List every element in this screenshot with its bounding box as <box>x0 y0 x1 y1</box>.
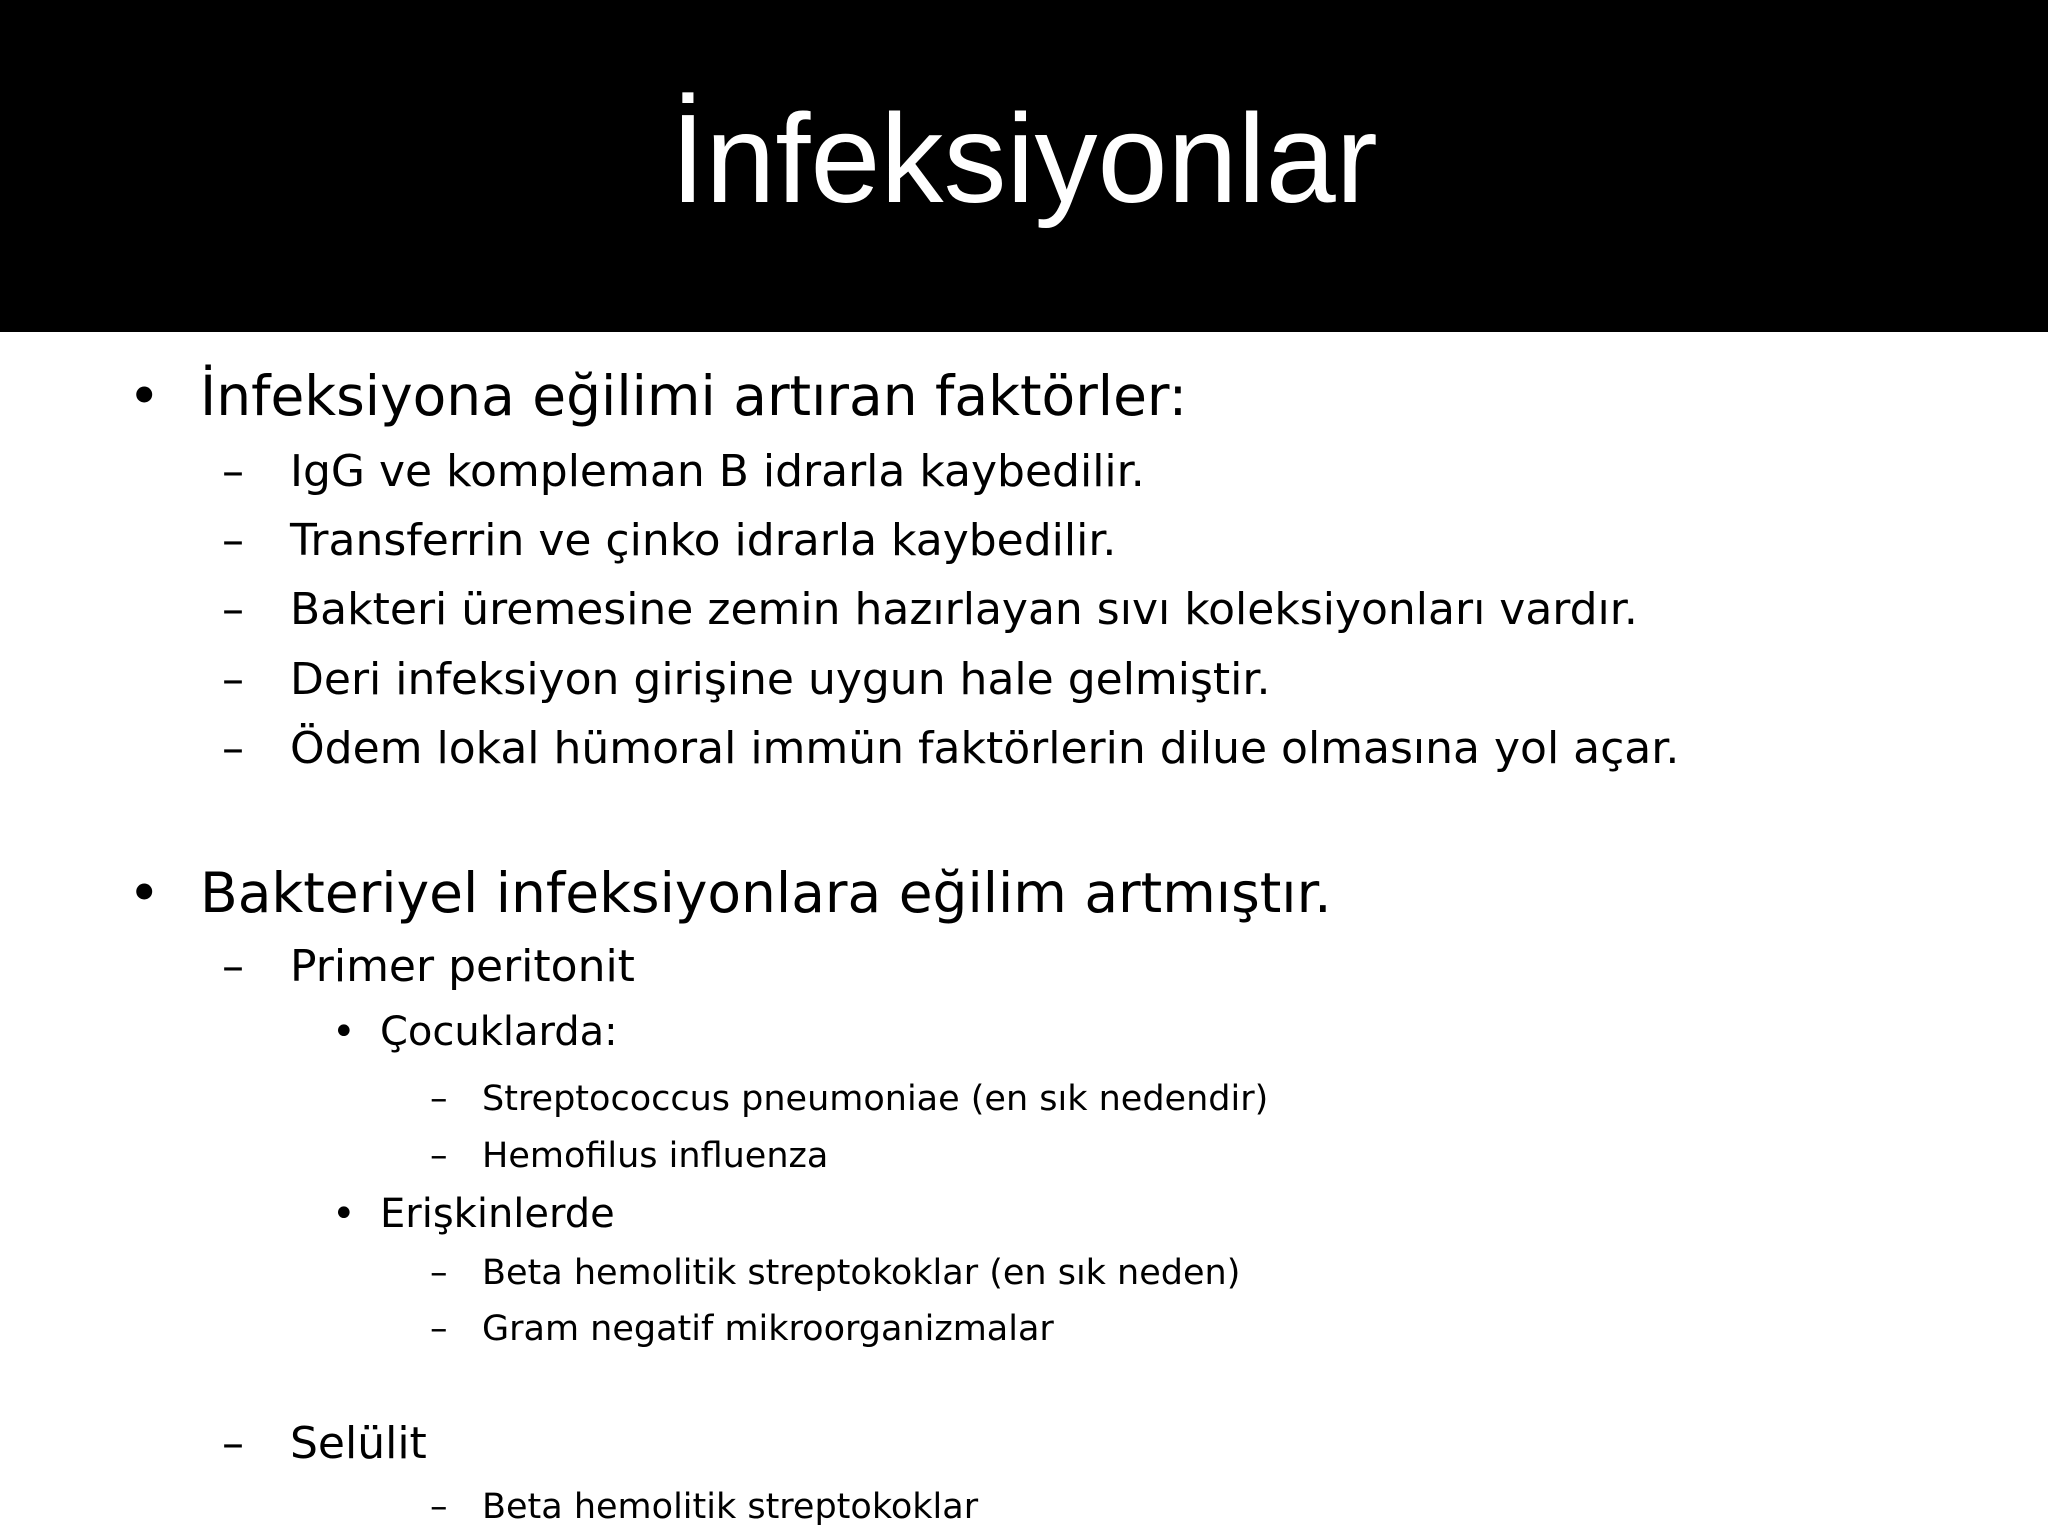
list-item-text: Çocuklarda: <box>380 1009 618 1055</box>
bullet-icon: • <box>128 861 161 925</box>
dash-icon: – <box>430 1487 448 1527</box>
list-item-text: Beta hemolitik streptokoklar <box>482 1487 979 1527</box>
list-item-text: Ödem lokal hümoral immün faktörlerin dilue olmasına yol açar. <box>290 723 1680 774</box>
list-item-text: Bakteriyel infeksiyonlara eğilim artmıştır. <box>200 861 1332 925</box>
list-item-text: Primer peritonit <box>290 941 635 992</box>
dash-icon: – <box>222 515 244 566</box>
dash-icon: – <box>222 941 244 992</box>
dash-icon: – <box>222 723 244 774</box>
list-item-text: Streptococcus pneumoniae (en sık nedendir) <box>482 1079 1269 1119</box>
slide-title: İnfeksiyonlar <box>670 88 1378 229</box>
dash-icon: – <box>430 1136 448 1176</box>
list-item-text: Hemofilus influenza <box>482 1136 829 1176</box>
list-item-text: Selülit <box>290 1418 427 1469</box>
list-item-text: Transferrin ve çinko idrarla kaybedilir. <box>290 515 1117 566</box>
dash-icon: – <box>222 446 244 497</box>
list-item-text: Bakteri üremesine zemin hazırlayan sıvı koleksiyonları vardır. <box>290 584 1638 635</box>
list-item-text: Beta hemolitik streptokoklar (en sık neden) <box>482 1253 1241 1293</box>
dash-icon: – <box>430 1079 448 1119</box>
list-item-text: İnfeksiyona eğilimi artıran faktörler: <box>200 364 1188 428</box>
dash-icon: – <box>430 1309 448 1349</box>
bullet-icon: • <box>332 1191 356 1237</box>
dash-icon: – <box>222 584 244 635</box>
bullet-icon: • <box>128 364 161 428</box>
list-item-text: IgG ve kompleman B idrarla kaybedilir. <box>290 446 1145 497</box>
list-item-text: Erişkinlerde <box>380 1191 615 1237</box>
bullet-icon: • <box>332 1009 356 1055</box>
dash-icon: – <box>430 1253 448 1293</box>
list-item-text: Gram negatif mikroorganizmalar <box>482 1309 1054 1349</box>
dash-icon: – <box>222 1418 244 1469</box>
dash-icon: – <box>222 654 244 705</box>
title-bar <box>0 0 2048 332</box>
list-item-text: Deri infeksiyon girişine uygun hale gelmiştir. <box>290 654 1271 705</box>
